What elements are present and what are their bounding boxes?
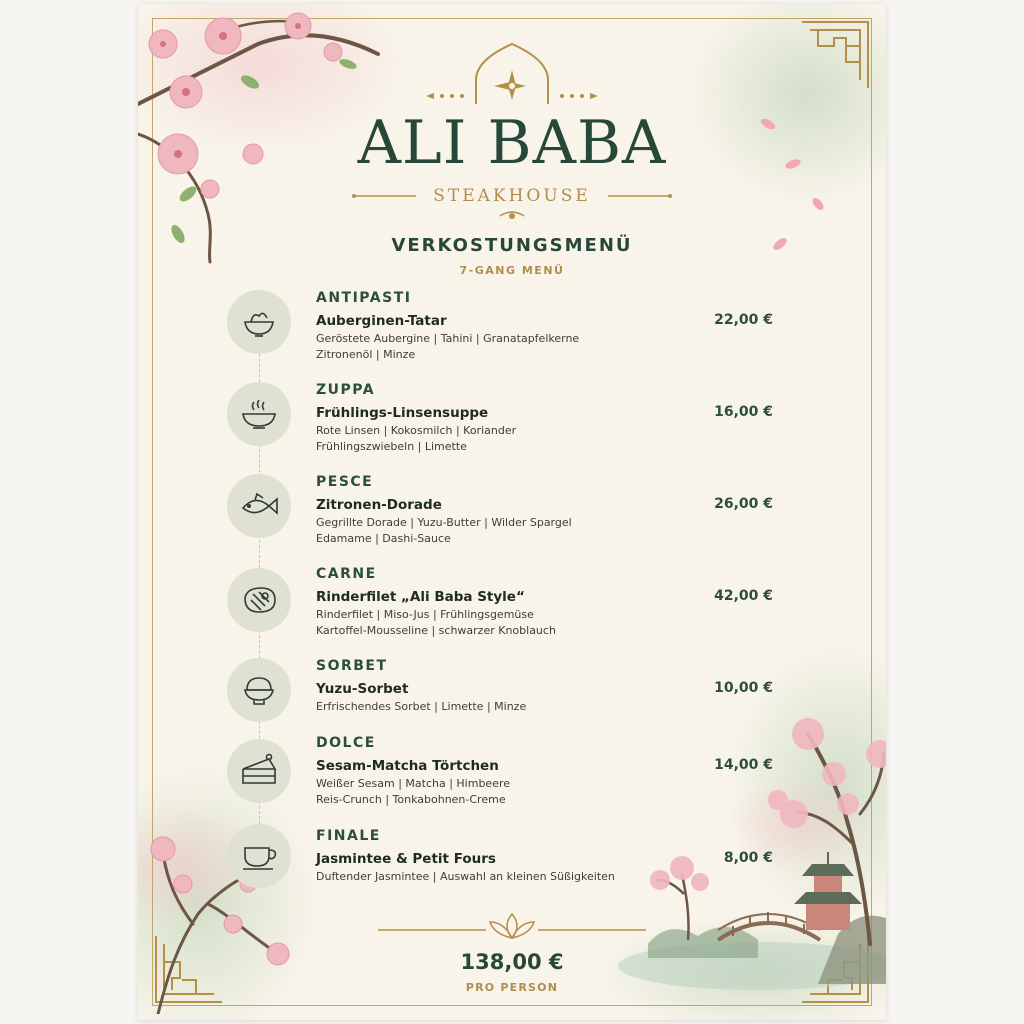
dish-description: Rinderfilet | Miso-Jus | Frühlingsgemüse [316, 608, 534, 621]
course-category: ZUPPA [316, 382, 376, 398]
sorbet-bowl-icon [227, 658, 291, 722]
soup-bowl-icon [227, 382, 291, 446]
salad-bowl-icon [227, 290, 291, 354]
course-category: CARNE [316, 566, 377, 582]
course-category: DOLCE [316, 735, 376, 751]
dish-price: 26,00 € [714, 496, 773, 512]
steak-icon [227, 568, 291, 632]
dish-description: Geröstete Aubergine | Tahini | Granatapfelkerne [316, 332, 580, 345]
course-category: ANTIPASTI [316, 290, 412, 306]
course-category: PESCE [316, 474, 374, 490]
teacup-icon [227, 824, 291, 888]
dish-price: 10,00 € [714, 680, 773, 696]
header-lotus-arch-ornament [422, 40, 602, 110]
dish-description: Erfrischendes Sorbet | Limette | Minze [316, 700, 527, 713]
dish-description: Zitronenöl | Minze [316, 348, 416, 361]
restaurant-name: ALI BABA [357, 108, 667, 178]
dish-description: Kartoffel-Mousseline | schwarzer Knoblauch [316, 624, 556, 637]
menu-title: VERKOSTUNGSMENÜ [391, 235, 633, 256]
footer-lotus-divider [378, 908, 646, 944]
dish-description: Edamame | Dashi-Sauce [316, 532, 451, 545]
dish-description: Rote Linsen | Kokosmilch | Koriander [316, 424, 517, 437]
cake-slice-icon [227, 739, 291, 803]
dish-price: 16,00 € [714, 404, 773, 420]
menu-card [138, 4, 886, 1020]
menu-subtitle: 7-GANG MENÜ [459, 264, 565, 277]
dish-name: Sesam-Matcha Törtchen [316, 758, 499, 774]
dish-price: 8,00 € [723, 850, 773, 866]
dish-name: Yuzu-Sorbet [316, 681, 409, 697]
total-price-label: PRO PERSON [465, 981, 559, 994]
dish-description: Weißer Sesam | Matcha | Himbeere [316, 777, 511, 790]
dish-name: Auberginen-Tatar [316, 313, 447, 329]
dish-price: 42,00 € [714, 588, 773, 604]
dish-description: Frühlingszwiebeln | Limette [316, 440, 467, 453]
dish-description: Reis-Crunch | Tonkabohnen-Creme [316, 793, 506, 806]
dish-price: 14,00 € [714, 757, 773, 773]
corner-ornament-top-right [798, 18, 872, 92]
restaurant-type: STEAKHOUSE [433, 186, 591, 206]
dish-name: Zitronen-Dorade [316, 497, 442, 513]
course-category: SORBET [316, 658, 388, 674]
dish-name: Jasmintee & Petit Fours [316, 851, 496, 867]
dish-name: Frühlings-Linsensuppe [316, 405, 489, 421]
dish-description: Gegrillte Dorade | Yuzu-Butter | Wilder Spargel [316, 516, 572, 529]
dish-description: Duftender Jasmintee | Auswahl an kleinen Süßigkeiten [316, 870, 615, 883]
dish-price: 22,00 € [714, 312, 773, 328]
dish-name: Rinderfilet „Ali Baba Style“ [316, 589, 525, 605]
course-category: FINALE [316, 828, 381, 844]
total-price: 138,00 € [460, 950, 564, 974]
fish-icon [227, 474, 291, 538]
